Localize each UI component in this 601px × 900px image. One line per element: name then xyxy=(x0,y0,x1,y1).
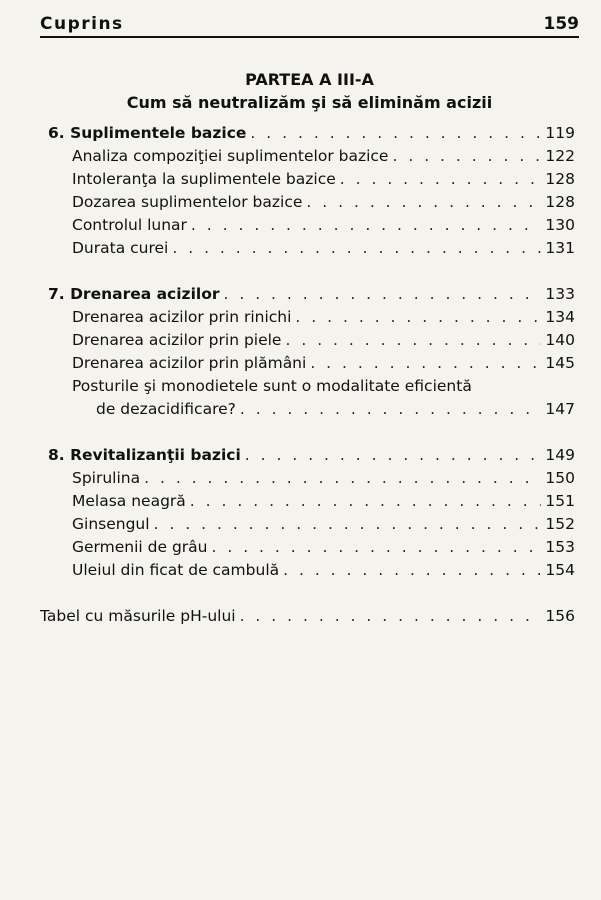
toc-item xyxy=(48,147,575,170)
toc-page-number: 156 xyxy=(545,607,575,625)
dot-leader xyxy=(240,400,542,418)
toc-page-number: 154 xyxy=(545,561,575,579)
dot-leader xyxy=(250,124,541,142)
toc-item-label: Spirulina xyxy=(72,469,141,487)
part-subtitle: Cum să neutralizăm şi să eliminăm acizii xyxy=(126,93,493,112)
dot-leader xyxy=(211,538,541,556)
toc-item xyxy=(48,239,575,262)
dot-leader xyxy=(283,561,541,579)
toc-page-number: 122 xyxy=(545,147,575,165)
dot-leader xyxy=(392,147,541,165)
dot-leader xyxy=(190,492,542,510)
toc-chapter-8 xyxy=(48,446,575,469)
toc-page-number: 153 xyxy=(545,538,575,556)
toc-item xyxy=(48,354,575,377)
toc-item xyxy=(48,515,575,538)
toc-item-label: Controlul lunar xyxy=(72,216,187,234)
dot-leader xyxy=(285,331,541,349)
toc-item xyxy=(48,492,575,515)
toc-item-label: Intoleranţa la suplimentele bazice xyxy=(72,170,336,188)
toc-item-label-line1: Posturile şi monodietele sunt o modalitate eficientă xyxy=(72,377,472,395)
toc-item xyxy=(48,193,575,216)
toc-item xyxy=(48,469,575,492)
dot-leader xyxy=(310,354,541,372)
header-page-number: 159 xyxy=(543,14,579,34)
toc-page-number: 149 xyxy=(545,446,575,464)
toc-chapter-7 xyxy=(48,285,575,308)
dot-leader xyxy=(245,446,542,464)
part-title: PARTEA A III-A xyxy=(245,70,374,89)
toc-item xyxy=(48,331,575,354)
toc-item-label: Uleiul din ficat de cambulă xyxy=(72,561,280,579)
dot-leader xyxy=(240,607,542,625)
toc-item-label: Durata curei xyxy=(72,239,169,257)
toc-page-number: 151 xyxy=(545,492,575,510)
toc-page-number: 128 xyxy=(545,170,575,188)
dot-leader xyxy=(144,469,541,487)
dot-leader xyxy=(224,285,542,303)
dot-leader xyxy=(172,239,541,257)
dot-leader xyxy=(306,193,541,211)
toc-item xyxy=(48,216,575,239)
toc-item-label: Melasa neagră xyxy=(72,492,186,510)
toc-item-label: Drenarea acizilor prin piele xyxy=(72,331,282,349)
dot-leader xyxy=(295,308,541,326)
toc-item-label: Drenarea acizilor prin rinichi xyxy=(72,308,292,326)
toc-page-number: 145 xyxy=(545,354,575,372)
dot-leader xyxy=(154,515,542,533)
toc-item xyxy=(48,561,575,584)
toc-appendix-label: Tabel cu măsurile pH-ului xyxy=(40,607,236,625)
running-header xyxy=(40,14,579,38)
toc-item-label: Drenarea acizilor prin plămâni xyxy=(72,354,307,372)
dot-leader xyxy=(340,170,542,188)
toc-chapter-label: 8. Revitalizanţii bazici xyxy=(48,446,241,464)
toc-page-number: 130 xyxy=(545,216,575,234)
toc-page-number: 131 xyxy=(545,239,575,257)
toc-page-number: 133 xyxy=(545,285,575,303)
toc-item xyxy=(48,538,575,561)
toc-page-number: 128 xyxy=(545,193,575,211)
toc-item-label: Ginsengul xyxy=(72,515,150,533)
toc-appendix xyxy=(40,607,575,630)
toc-item-label: Analiza compoziţiei suplimentelor bazice xyxy=(72,147,389,165)
dot-leader xyxy=(191,216,541,234)
table-of-contents xyxy=(40,124,575,630)
toc-item-label: Germenii de grâu xyxy=(72,538,208,556)
header-title: Cuprins xyxy=(40,14,124,34)
toc-chapter-label: 6. Suplimentele bazice xyxy=(48,124,247,142)
toc-chapter-label: 7. Drenarea acizilor xyxy=(48,285,220,303)
toc-page-number: 147 xyxy=(545,400,575,418)
toc-item-label: Dozarea suplimentelor bazice xyxy=(72,193,303,211)
toc-page-number: 152 xyxy=(545,515,575,533)
toc-page-number: 150 xyxy=(545,469,575,487)
toc-page-number: 119 xyxy=(545,124,575,142)
toc-item xyxy=(48,170,575,193)
toc-chapter-6 xyxy=(48,124,575,147)
toc-item-label: de dezacidificare? xyxy=(96,400,236,418)
toc-page-number: 140 xyxy=(545,331,575,349)
toc-page-number: 134 xyxy=(545,308,575,326)
toc-item xyxy=(48,400,575,423)
toc-item xyxy=(48,308,575,331)
